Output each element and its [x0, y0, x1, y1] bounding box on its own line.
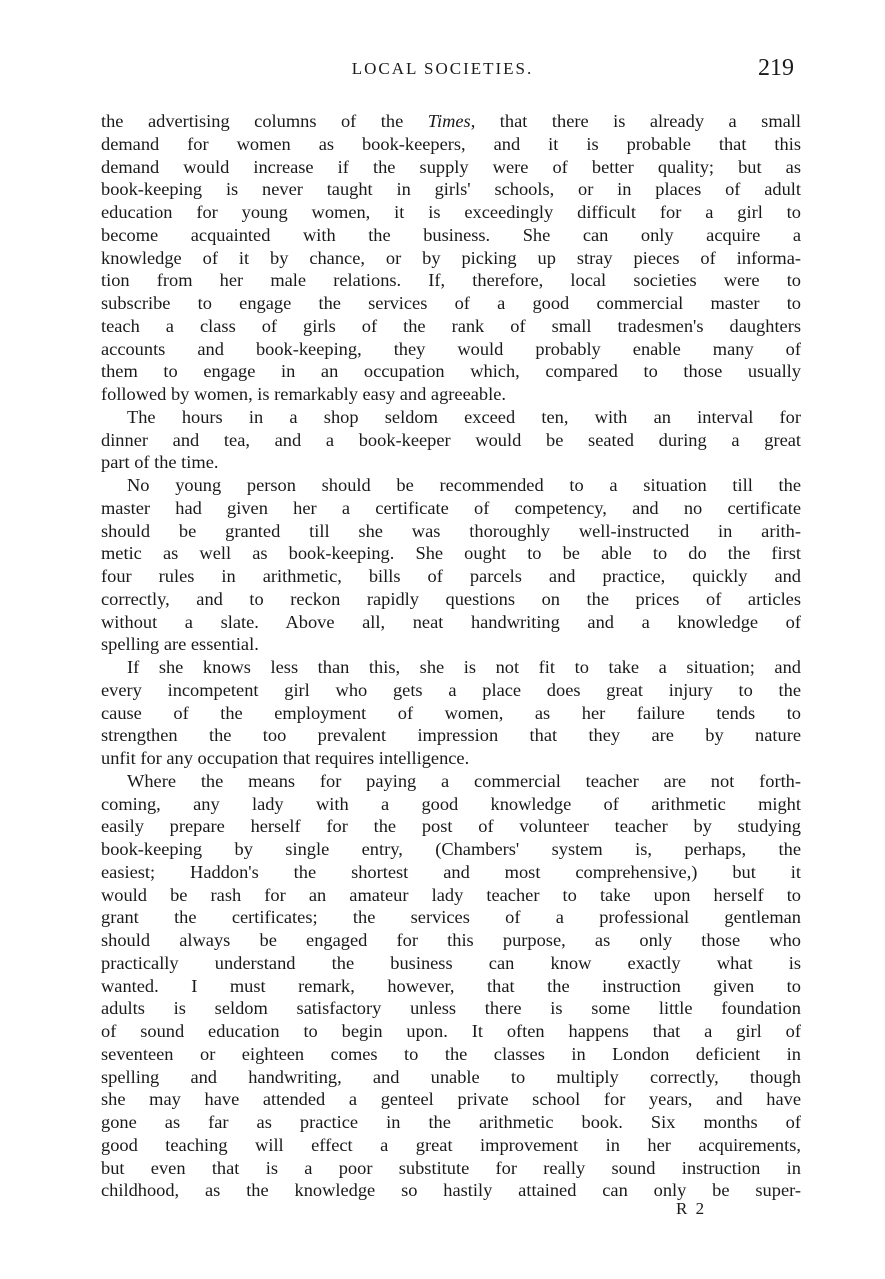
signature-mark: R 2 — [676, 1199, 707, 1218]
text-line: become acquainted with the business. She can only acquire a — [101, 224, 801, 245]
text-line: easiest; Haddon's the shortest and most comprehensive,) but it — [101, 861, 801, 882]
text-line: without a slate. Above all, neat handwriting and a knowledge of — [101, 611, 801, 632]
text-line: tion from her male relations. If, therefore, local societies were to — [101, 270, 801, 291]
text-line: she may have attended a genteel private school for years, and have — [101, 1089, 801, 1110]
text-line: education for young women, it is exceedingly difficult for a girl to — [101, 202, 801, 222]
text-line: metic as well as book-keeping. She ought to be able to do the first — [101, 543, 801, 564]
text-line: but even that is a poor substitute for really sound instruction in — [101, 1157, 801, 1178]
text-line: of sound education to begin upon. It often happens that a girl of — [101, 1021, 801, 1041]
text-line: knowledge of it by chance, or by picking up stray pieces of informa- — [101, 247, 801, 268]
text-line: the advertising columns of the Times, that there is already a small — [101, 111, 802, 131]
text-line: accounts and book-keeping, they would probably enable many of — [101, 338, 801, 359]
text-line: demand would increase if the supply were of better quality; but as — [101, 156, 801, 177]
text-line: unfit for any occupation that requires intelligence. — [101, 748, 470, 768]
text-line: No young person should be recommended to a situation till the — [127, 475, 801, 495]
text-line: spelling are essential. — [101, 634, 259, 655]
text-line: easily prepare herself for the post of volunteer teacher by studying — [101, 816, 801, 837]
text-line: dinner and tea, and a book-keeper would be seated during a great — [101, 429, 801, 450]
text-line: should always be engaged for this purpose, as only those who — [101, 930, 801, 950]
text-line: master had given her a certificate of competency, and no certificate — [101, 497, 801, 518]
text-line: If she knows less than this, she is not fit to take a situation; and — [127, 657, 801, 677]
text-line: The hours in a shop seldom exceed ten, with an interval for — [127, 406, 801, 427]
text-line: them to engage in an occupation which, compared to those usually — [101, 361, 801, 382]
text-line: seventeen or eighteen comes to the classes in London deficient in — [101, 1043, 801, 1064]
body-text — [101, 110, 801, 1202]
text-line: correctly, and to reckon rapidly questions on the prices of articles — [101, 588, 801, 609]
text-line: teach a class of girls of the rank of small tradesmen's daughters — [101, 315, 801, 336]
page-number: 219 — [758, 55, 794, 81]
text-line: childhood, as the knowledge so hastily attained can only be super- — [101, 1180, 801, 1201]
text-line: coming, any lady with a good knowledge of arithmetic might — [101, 793, 801, 814]
text-line: four rules in arithmetic, bills of parcels and practice, quickly and — [101, 566, 801, 586]
text-line: grant the certificates; the services of a professional gentleman — [101, 907, 801, 928]
text-line: book-keeping is never taught in girls' schools, or in places of adult — [101, 179, 801, 200]
text-line: cause of the employment of women, as her failure tends to — [101, 702, 801, 723]
text-line: strengthen the too prevalent impression that they are by nature — [101, 725, 801, 746]
text-line: good teaching will effect a great improvement in her acquirements, — [101, 1134, 801, 1155]
text-line: subscribe to engage the services of a good commercial master to — [101, 293, 801, 313]
italic-title: Times — [427, 111, 471, 131]
text-line: practically understand the business can know exactly what is — [101, 952, 801, 973]
text-line: followed by women, is remarkably easy and agreeable. — [101, 384, 506, 404]
text-line: wanted. I must remark, however, that the instruction given to — [101, 975, 801, 996]
text-line: would be rash for an amateur lady teacher to take upon herself to — [101, 884, 801, 905]
text-line: demand for women as book-keepers, and it is probable that this — [101, 133, 801, 154]
running-title: LOCAL SOCIETIES. — [351, 59, 534, 78]
text-line: adults is seldom satisfactory unless there is some little foundation — [101, 998, 801, 1019]
text-line: gone as far as practice in the arithmetic book. Six months of — [101, 1112, 801, 1132]
text-line: book-keeping by single entry, (Chambers' system is, perhaps, the — [101, 839, 801, 859]
text-line: Where the means for paying a commercial teacher are not forth- — [127, 770, 801, 791]
text-line: part of the time. — [101, 452, 219, 473]
text-line: every incompetent girl who gets a place does great injury to the — [101, 679, 801, 700]
text-line: should be granted till she was thoroughly well-instructed in arith- — [101, 520, 801, 541]
text-line: spelling and handwriting, and unable to multiply correctly, though — [101, 1066, 801, 1087]
